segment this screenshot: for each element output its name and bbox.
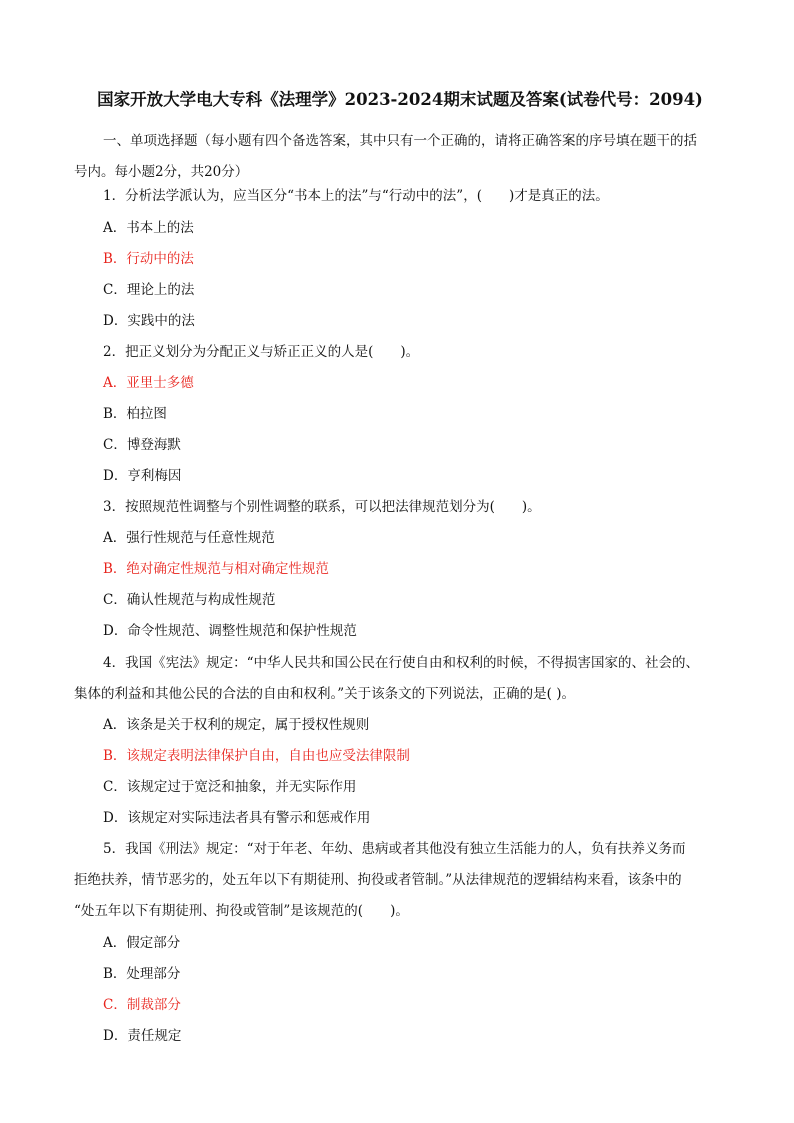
question-1-option-a: A．书本上的法 [103, 220, 194, 236]
question-2-option-c: C．博登海默 [103, 437, 181, 453]
question-stem-line: 5．我国《刑法》规定：“对于年老、年幼、患病或者其他没有独立生活能力的人，负有扶养义务而 [103, 841, 686, 857]
question-1-stem [103, 181, 723, 212]
question-stem-line: 1．分析法学派认为，应当区分“书本上的法”与“行动中的法”，( )才是真正的法。 [103, 188, 609, 204]
question-4-option-c: C．该规定过于宽泛和抽象，并无实际作用 [103, 779, 357, 795]
question-2-option-a-answer: A．亚里士多德 [103, 375, 194, 391]
question-stem-line: 2．把正义划分为分配正义与矫正正义的人是( )。 [103, 344, 420, 360]
question-2-option-d: D．亨利梅因 [103, 468, 182, 484]
document-title: 国家开放大学电大专科《法理学》2023-2024期末试题及答案(试卷代号：2094) [97, 90, 703, 109]
question-5-stem [74, 834, 723, 927]
question-stem-line: 3．按照规范性调整与个别性调整的联系，可以把法律规范划分为( )。 [103, 499, 541, 515]
question-2-stem [103, 337, 723, 368]
question-3-stem [103, 492, 723, 523]
question-4-option-d: D．该规定对实际违法者具有警示和惩戒作用 [103, 810, 371, 826]
question-3-option-a: A．强行性规范与任意性规范 [103, 530, 275, 546]
question-3-option-d: D．命令性规范、调整性规范和保护性规范 [103, 623, 357, 639]
question-4-option-b-answer: B．该规定表明法律保护自由，自由也应受法律限制 [103, 748, 410, 764]
section-heading [74, 126, 723, 188]
section-heading-line-1: 一、单项选择题（每小题有四个备选答案，其中只有一个正确的，请将正确答案的序号填在题干的括 [103, 133, 697, 149]
question-1-option-c: C．理论上的法 [103, 282, 195, 298]
question-4-stem [74, 648, 723, 710]
question-5-option-c-answer: C．制裁部分 [103, 997, 181, 1013]
question-stem-line: 拒绝扶养，情节恶劣的，处五年以下有期徒刑、拘役或者管制。”从法律规范的逻辑结构来看，该条中的 [74, 872, 682, 888]
question-2-option-b: B．柏拉图 [103, 406, 167, 422]
question-5-option-b: B．处理部分 [103, 966, 181, 982]
question-stem-line: 集体的利益和其他公民的合法的自由和权利。”关于该条文的下列说法，正确的是( )。 [74, 686, 575, 702]
question-3-option-b-answer: B．绝对确定性规范与相对确定性规范 [103, 561, 329, 577]
section-heading-line-2: 号内。每小题2分，共20分） [74, 164, 249, 180]
question-5-option-a: A．假定部分 [103, 935, 181, 951]
question-stem-line: “处五年以下有期徒刑、拘役或管制”是该规范的( )。 [74, 903, 409, 919]
question-5-option-d: D．责任规定 [103, 1028, 182, 1044]
question-4-option-a: A．该条是关于权利的规定，属于授权性规则 [103, 717, 370, 733]
question-1-option-b-answer: B．行动中的法 [103, 251, 194, 267]
question-3-option-c: C．确认性规范与构成性规范 [103, 592, 276, 608]
question-1-option-d: D．实践中的法 [103, 313, 195, 329]
question-stem-line: 4．我国《宪法》规定：“中华人民共和国公民在行使自由和权利的时候，不得损害国家的、社会的、 [103, 655, 699, 671]
